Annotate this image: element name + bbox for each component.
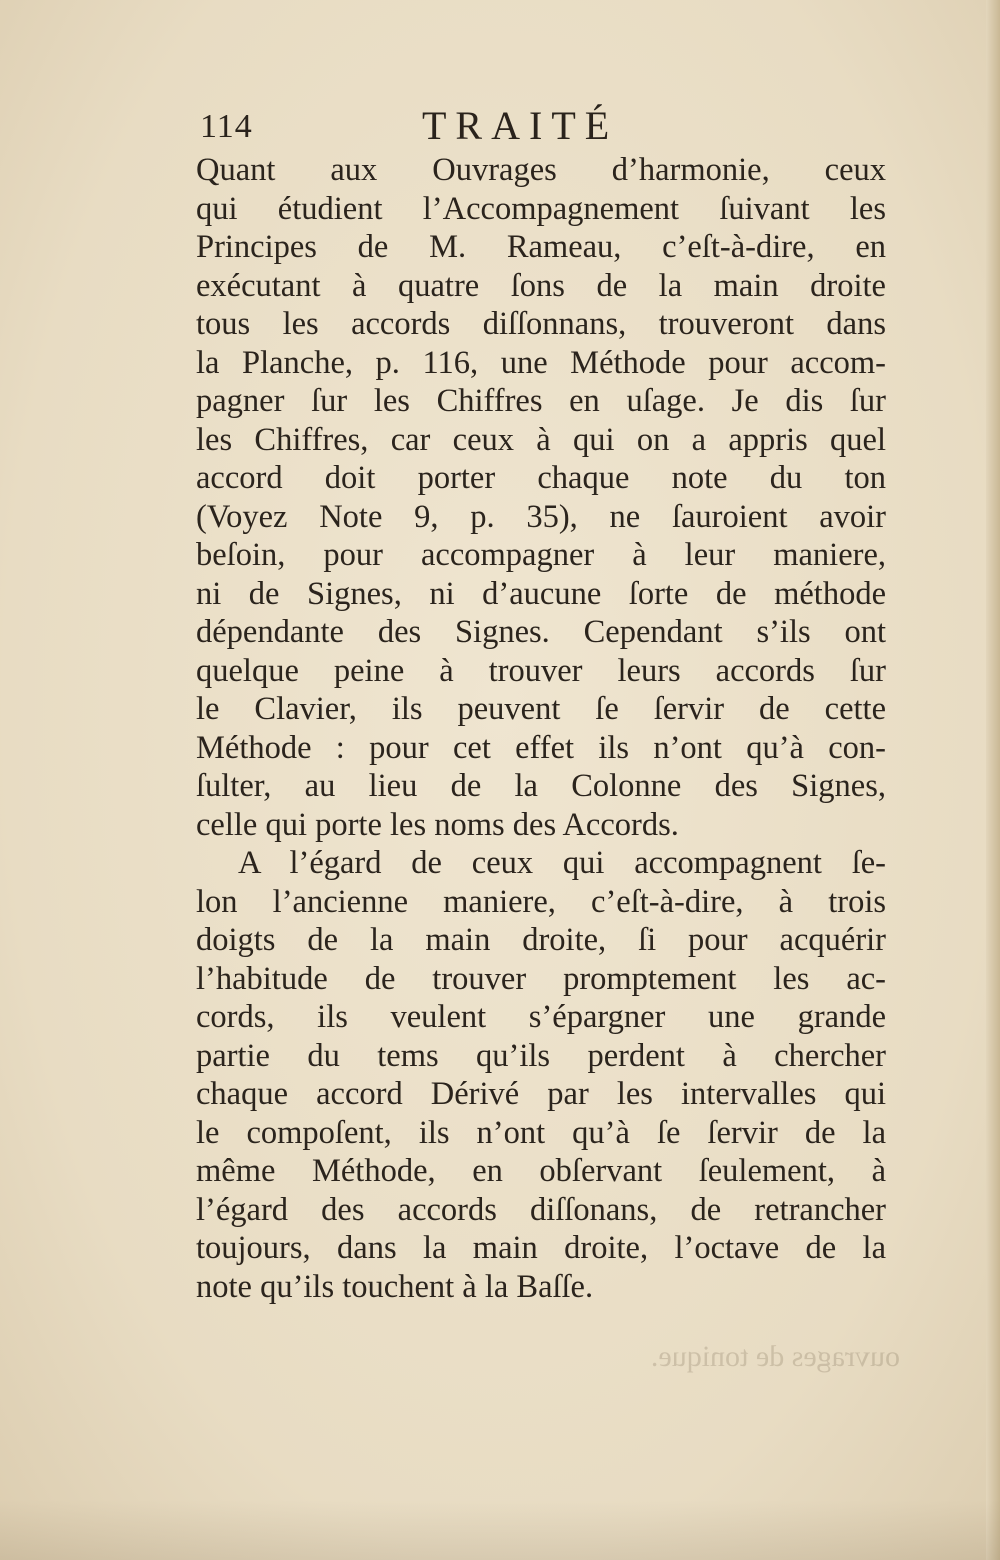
text-line: dépendante des Signes. Cependant s’ils ont <box>196 614 886 650</box>
text-line: les Chiffres, car ceux à qui on a appris quel <box>196 421 886 458</box>
text-line: beſoin, pour accompagner à leur maniere, <box>196 537 886 573</box>
page-number: 114 <box>200 108 253 145</box>
page-edge <box>986 0 1000 1560</box>
text-line: qui étudient l’Accompagnement ſuivant les <box>196 190 886 227</box>
text-line: chaque accord Dérivé par les intervalles qui <box>196 1076 886 1112</box>
text-line: Méthode : pour cet effet ils n’ont qu’à con- <box>196 729 886 766</box>
body-text <box>196 151 886 1306</box>
text-line: la Planche, p. 116, une Méthode pour accom- <box>196 344 886 381</box>
text-line: toujours, dans la main droite, l’octave de la <box>196 1230 886 1266</box>
text-line: celle qui porte les noms des Accords. <box>196 806 679 843</box>
text-line: doigts de la main droite, ſi pour acquérir <box>196 922 886 958</box>
text-line: quelque peine à trouver leurs accords ſur <box>196 652 886 689</box>
text-line: A l’égard de ceux qui accompagnent ſe- <box>238 845 886 881</box>
page-shadow <box>0 1500 1000 1560</box>
text-line: tous les accords diſſonnans, trouveront dans <box>196 306 886 342</box>
text-line: exécutant à quatre ſons de la main droite <box>196 267 886 304</box>
text-line: Quant aux Ouvrages d’harmonie, ceux <box>196 152 886 188</box>
text-line: même Méthode, en obſervant ſeulement, à <box>196 1153 886 1189</box>
text-line: l’égard des accords diſſonans, de retrancher <box>196 1191 886 1228</box>
text-line: accord doit porter chaque note du ton <box>196 460 886 496</box>
text-line: ni de Signes, ni d’aucune ſorte de méthode <box>196 575 886 612</box>
text-line: le Clavier, ils peuvent ſe ſervir de cette <box>196 691 886 727</box>
text-line: pagner ſur les Chiffres en uſage. Je dis ſur <box>196 383 886 419</box>
text-line: (Voyez Note 9, p. 35), ne ſauroient avoir <box>196 498 886 535</box>
text-line: ſulter, au lieu de la Colonne des Signes, <box>196 768 886 804</box>
text-line: cords, ils veulent s’épargner une grande <box>196 999 886 1035</box>
running-title: TRAITÉ <box>422 103 619 148</box>
bleed-through-text: ouvrages de tonique. <box>650 1340 900 1373</box>
text-line: lon l’ancienne maniere, c’eſt-à-dire, à trois <box>196 883 886 920</box>
text-line: le compoſent, ils n’ont qu’à ſe ſervir de la <box>196 1114 886 1151</box>
text-line: partie du tems qu’ils perdent à chercher <box>196 1037 886 1074</box>
text-line: Principes de M. Rameau, c’eſt-à-dire, en <box>196 229 886 265</box>
text-line: note qu’ils touchent à la Baſſe. <box>196 1268 594 1305</box>
page-header <box>200 98 890 158</box>
text-line: l’habitude de trouver promptement les ac- <box>196 960 886 997</box>
